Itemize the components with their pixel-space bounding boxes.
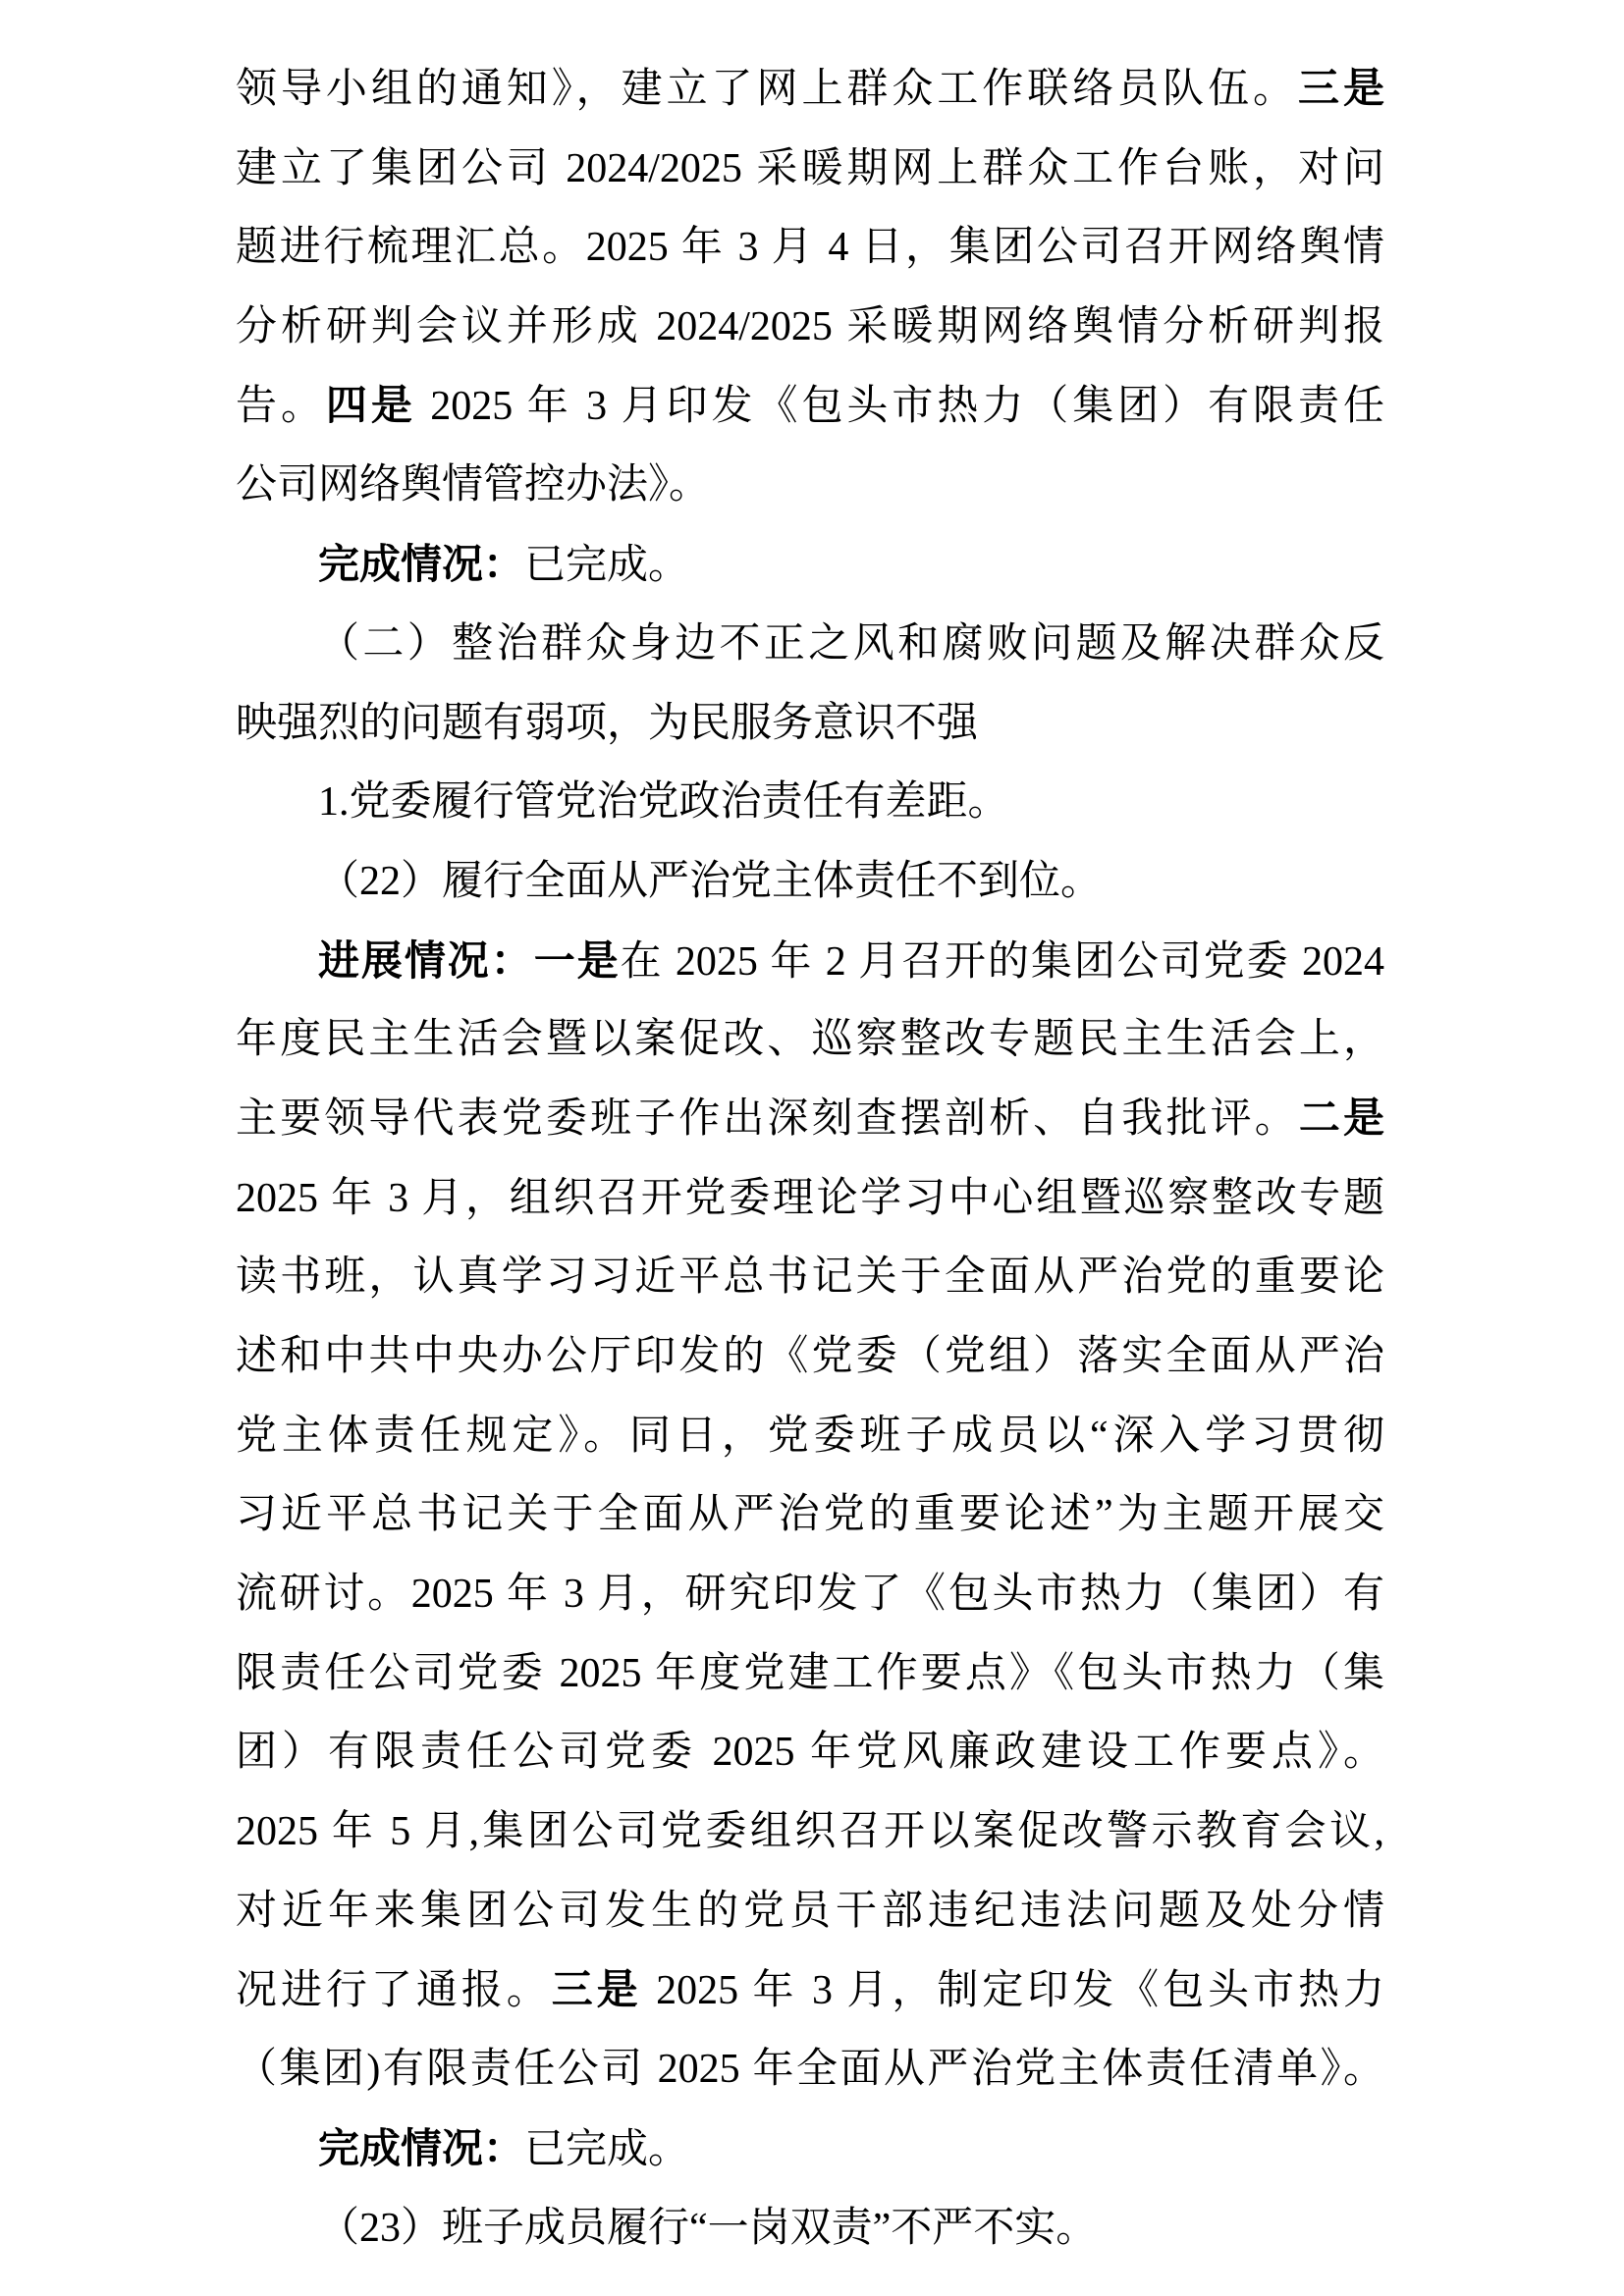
text-run: 映强烈的问题有弱项，为民服务意识不强 [236,700,979,746]
text-line [236,525,1384,605]
text-line [236,1317,1384,1397]
text-line [236,50,1384,130]
text-line [236,1713,1384,1792]
text-run: （23）班子成员履行“一岗双责”不严不实。 [318,2205,1098,2251]
text-run: （二）整治群众身边不正之风和腐败问题及解决群众反 [318,620,1384,667]
section-label-run: 完成情况： [318,2124,525,2171]
text-run: 领导小组的通知》，建立了网上群众工作联络员队伍。 [236,67,1299,112]
text-run: 分析研判会议并形成 2024/2025 采暖期网络舆情分析研判报 [236,304,1384,350]
text-line [236,2030,1384,2109]
text-run: 对近年来集团公司发生的党员干部违纪违法问题及处分情 [236,1888,1384,1934]
text-run: 2025 年 3 月，制定印发《包头市热力 [641,1967,1384,2013]
text-run: 已完成。 [524,543,690,589]
text-run: 主要领导代表党委班子作出深刻查摆剖析、自我批评。 [236,1095,1299,1142]
emphasis-run: 三是 [1298,67,1384,112]
text-line [236,1238,1384,1317]
text-run: 限责任公司党委 2025 年度党建工作要点》《包头市热力（集 [236,1650,1384,1696]
emphasis-run: 三是 [551,1967,642,2013]
text-run: 党主体责任规定》。同日，党委班子成员以“深入学习贯彻 [236,1413,1384,1459]
text-line [236,922,1384,1001]
text-line [236,1555,1384,1634]
text-run: 2025 年 3 月印发《包头市热力（集团）有限责任 [415,383,1384,429]
text-run: 团）有限责任公司党委 2025 年党风廉政建设工作要点》。 [236,1730,1384,1776]
text-line [236,763,1384,842]
text-line [236,1872,1384,1951]
text-line [236,1475,1384,1555]
text-run: 2025 年 3 月，组织召开党委理论学习中心组暨巡察整改专题 [236,1175,1384,1221]
text-line [236,2109,1384,2189]
text-line [236,208,1384,288]
section-label-run: 完成情况： [318,541,525,588]
text-run: 年度民主生活会暨以案促改、巡察整改专题民主生活会上， [236,1017,1384,1063]
text-line [236,288,1384,367]
document-body [236,50,1384,2268]
text-line [236,684,1384,764]
text-line [236,842,1384,922]
text-run: 2025 年 5 月,集团公司党委组织召开以案促改警示教育会议, [236,1809,1384,1855]
text-run: 述和中共中央办公厅印发的《党委（党组）落实全面从严治 [236,1334,1384,1379]
emphasis-run: 二是 [1298,1095,1384,1142]
text-run: 流研讨。2025 年 3 月，研究印发了《包头市热力（集团）有 [236,1572,1384,1618]
text-line [236,367,1384,447]
text-run: 建立了集团公司 2024/2025 采暖期网上群众工作台账，对问 [236,145,1384,191]
text-run: 公司网络舆情管控办法》。 [236,462,711,508]
text-line [236,1951,1384,2031]
emphasis-run: 四是 [325,383,416,429]
text-line [236,446,1384,525]
text-line [236,605,1384,684]
text-line [236,1000,1384,1080]
text-line [236,1792,1384,1872]
text-line [236,1397,1384,1476]
text-run: （22）履行全面从严治党主体责任不到位。 [318,858,1103,904]
text-line [236,2189,1384,2269]
text-line [236,1159,1384,1239]
text-run: （集团)有限责任公司 2025 年全面从严治党主体责任清单》。 [236,2047,1384,2093]
text-run: 1.党委履行管党治党政治责任有差距。 [318,779,1009,826]
text-line [236,130,1384,209]
text-run: 题进行梳理汇总。2025 年 3 月 4 日，集团公司召开网络舆情 [236,225,1384,271]
text-run: 况进行了通报。 [236,1967,552,2013]
text-run: 读书班，认真学习习近平总书记关于全面从严治党的重要论 [236,1255,1384,1301]
text-run: 已完成。 [524,2126,690,2172]
text-run: 习近平总书记关于全面从严治党的重要论述”为主题开展交 [236,1492,1384,1538]
section-label-run: 进展情况： [318,936,534,984]
text-run: 告。 [236,383,326,429]
text-line [236,1080,1384,1159]
text-line [236,1634,1384,1714]
emphasis-run: 一是 [533,938,621,985]
text-run: 在 2025 年 2 月召开的集团公司党委 2024 [620,938,1384,985]
